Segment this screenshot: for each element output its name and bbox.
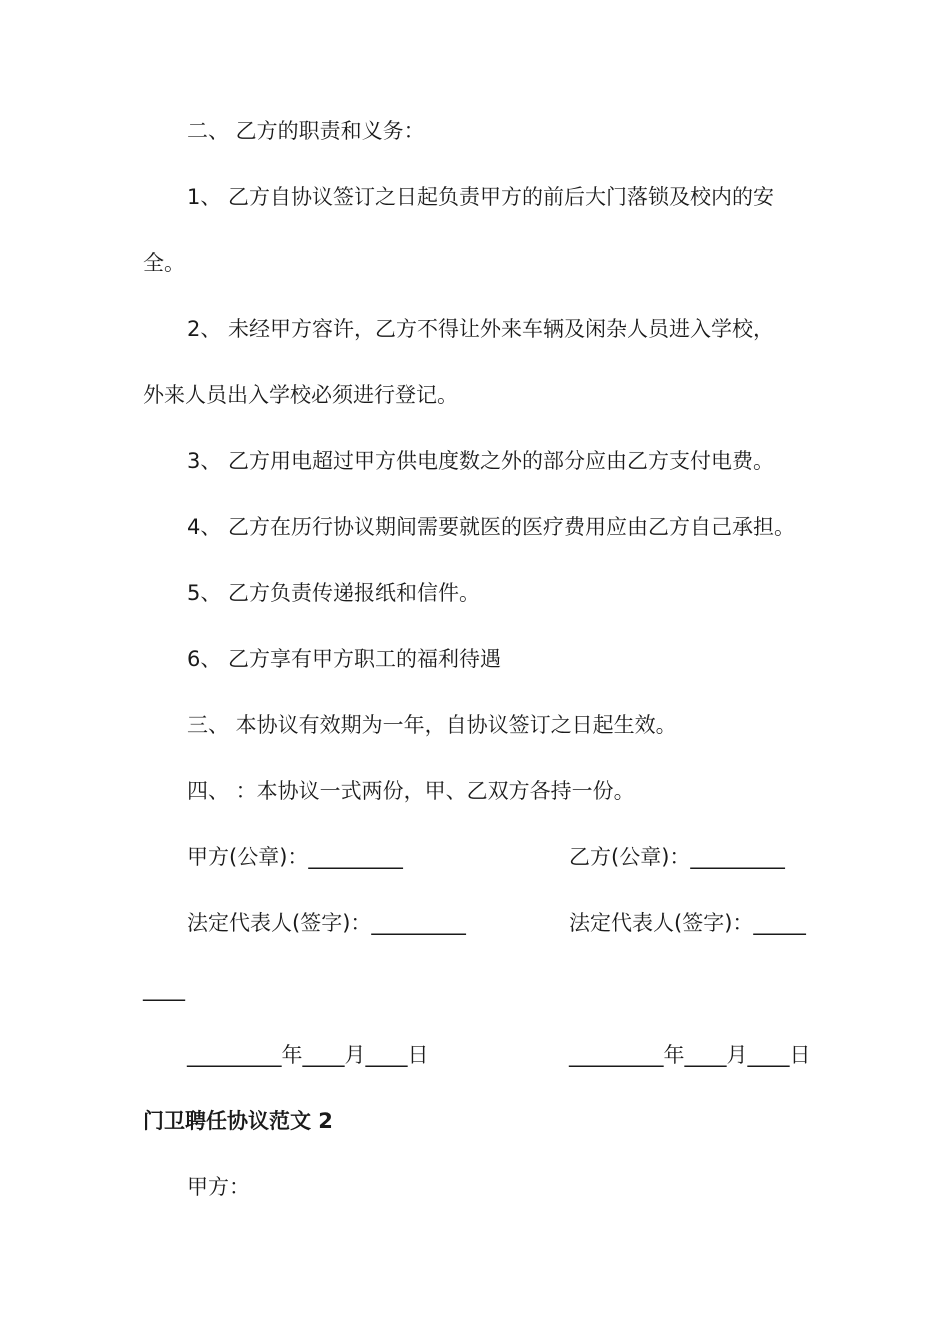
item-5: 5、 乙方负责传递报纸和信件。 [187, 581, 481, 605]
next-document-title: 门卫聘任协议范文 2 [143, 1109, 333, 1133]
item-1-line-1: 1、 乙方自协议签订之日起负责甲方的前后大门落锁及校内的安 [187, 185, 775, 209]
item-2-line-1: 2、 未经甲方容许，乙方不得让外来车辆及闲杂人员进入学校， [187, 317, 775, 341]
item-2-line-2: 外来人员出入学校必须进行登记。 [143, 383, 458, 407]
section-4: 四、 ：本协议一式两份，甲、乙双方各持一份。 [187, 779, 635, 803]
party-a-seal-field: 甲方(公章)：_________ [187, 845, 403, 869]
next-document-party-a-label: 甲方： [187, 1175, 250, 1199]
party-b-representative-field-continued: ____ [143, 977, 185, 1001]
party-a-representative-field: 法定代表人(签字)：_________ [187, 911, 466, 935]
item-4: 4、 乙方在历行协议期间需要就医的医疗费用应由乙方自己承担。 [187, 515, 796, 539]
section-3: 三、 本协议有效期为一年，自协议签订之日起生效。 [187, 713, 677, 737]
date-field-right: _________年____月____日 [569, 1043, 811, 1067]
party-b-seal-field: 乙方(公章)：_________ [569, 845, 785, 869]
item-1-line-2: 全。 [143, 251, 185, 275]
item-6: 6、 乙方享有甲方职工的福利待遇 [187, 647, 502, 671]
date-field-left: _________年____月____日 [187, 1043, 429, 1067]
section-2-heading: 二、 乙方的职责和义务： [187, 119, 425, 143]
party-b-representative-field: 法定代表人(签字)：_____ [569, 911, 806, 935]
item-3: 3、 乙方用电超过甲方供电度数之外的部分应由乙方支付电费。 [187, 449, 775, 473]
